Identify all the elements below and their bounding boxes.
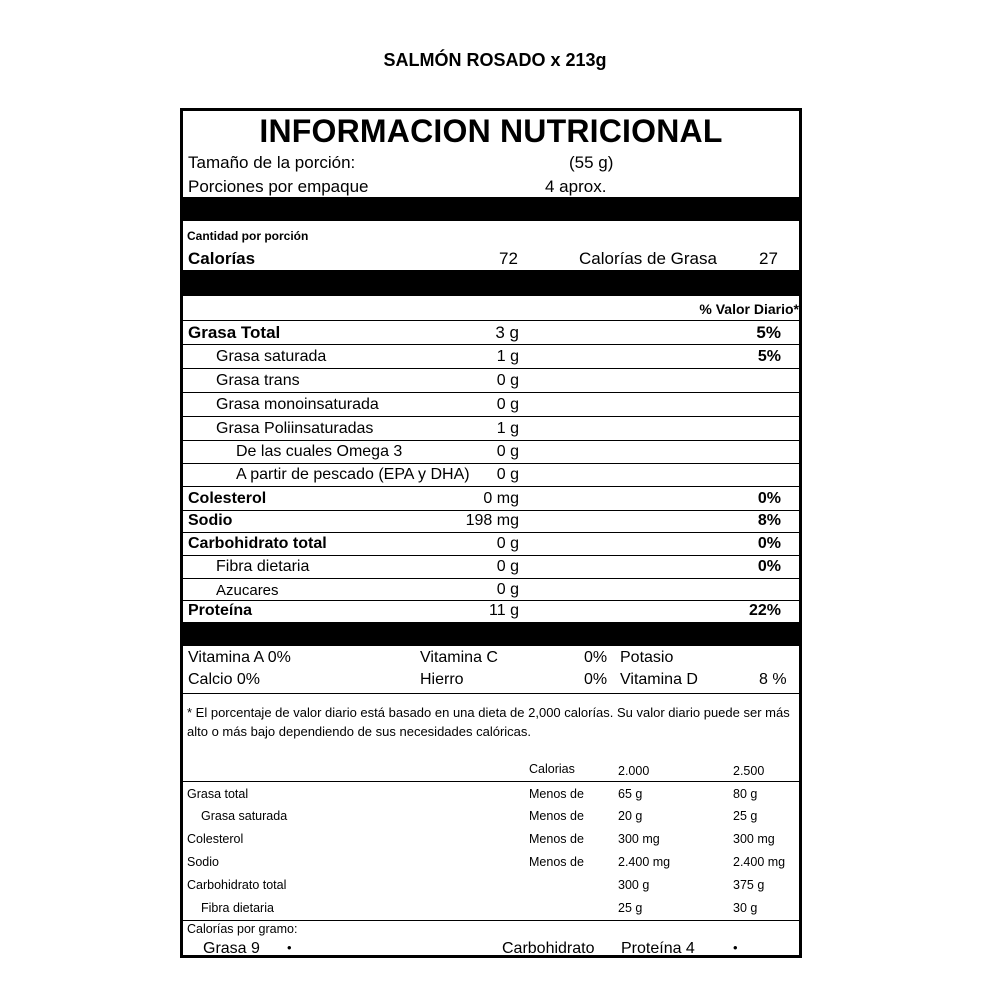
nutrient-daily-value: 8% bbox=[757, 512, 781, 529]
nutrient-amount: 3 g bbox=[495, 323, 519, 342]
nutrient-row bbox=[183, 463, 799, 487]
nutrient-amount: 0 g bbox=[496, 581, 519, 598]
footnote-text: * El porcentaje de valor diario está basado en una dieta de 2,000 calorías. Su valor diario puede ser más bbox=[187, 705, 790, 720]
nutrient-daily-value: 5% bbox=[756, 323, 781, 342]
reference-value-2500: 300 mg bbox=[733, 832, 775, 846]
product-title: SALMÓN ROSADO x 213g bbox=[383, 50, 607, 70]
nutrient-label: Azucares bbox=[216, 582, 279, 599]
reference-value-2500: 30 g bbox=[733, 901, 758, 915]
nutrition-facts-panel bbox=[180, 108, 802, 958]
nutrient-row bbox=[183, 344, 799, 369]
serving-size-value: (55 g) bbox=[569, 153, 614, 172]
nutrient-row bbox=[183, 600, 799, 622]
reference-value-2000: 300 mg bbox=[618, 832, 660, 846]
vitamin-c-label: Vitamina C bbox=[420, 649, 498, 666]
nutrient-label: Grasa saturada bbox=[216, 348, 327, 365]
calories-value: 72 bbox=[499, 249, 518, 268]
nutrient-label: De las cuales Omega 3 bbox=[236, 443, 403, 460]
nutrient-amount: 0 g bbox=[496, 372, 519, 389]
vitamins-row bbox=[183, 646, 799, 669]
nutrient-label: Carbohidrato total bbox=[188, 535, 327, 552]
nutrient-daily-value: 5% bbox=[757, 348, 781, 365]
nutrient-row bbox=[183, 486, 799, 511]
reference-label: Grasa total bbox=[187, 787, 249, 801]
reference-qualifier: Menos de bbox=[529, 855, 584, 869]
reference-header-2500: 2.500 bbox=[733, 764, 765, 778]
nutrient-amount: 0 g bbox=[496, 443, 519, 460]
reference-value-2500: 25 g bbox=[733, 809, 758, 823]
nutrient-daily-value: 0% bbox=[757, 490, 781, 507]
reference-label: Grasa saturada bbox=[201, 809, 288, 823]
vitamin-d-value: 8 % bbox=[759, 671, 787, 688]
reference-row bbox=[183, 876, 799, 898]
reference-header-label: Calorias bbox=[529, 762, 575, 776]
fat-per-gram: Grasa 9 bbox=[203, 940, 260, 957]
nutrient-amount: 198 mg bbox=[465, 512, 519, 529]
hierro-value: 0% bbox=[584, 671, 608, 688]
reference-header-row bbox=[183, 761, 799, 782]
thick-divider bbox=[183, 197, 799, 221]
potasio-label: Potasio bbox=[620, 649, 674, 666]
reference-value-2500: 375 g bbox=[733, 878, 765, 892]
calories-row bbox=[183, 248, 799, 271]
bullet: • bbox=[287, 940, 292, 955]
nutrient-label: Proteína bbox=[188, 602, 253, 619]
servings-per-container-label: Porciones por empaque bbox=[188, 177, 369, 196]
reference-row bbox=[183, 853, 799, 875]
reference-value-2000: 2.400 mg bbox=[618, 855, 671, 869]
reference-header-2000: 2.000 bbox=[618, 764, 650, 778]
reference-label: Colesterol bbox=[187, 832, 244, 846]
nutrient-row bbox=[183, 392, 799, 417]
amount-per-serving-row bbox=[183, 227, 799, 247]
reference-qualifier: Menos de bbox=[529, 787, 584, 801]
nutrient-row bbox=[183, 368, 799, 393]
reference-label: Carbohidrato total bbox=[187, 878, 287, 892]
nutrient-row bbox=[183, 320, 799, 345]
nutrient-label: Grasa Poliinsaturadas bbox=[216, 420, 374, 437]
footnote-line bbox=[183, 724, 799, 744]
daily-value-header: % Valor Diario* bbox=[699, 301, 799, 317]
vitamin-a: Vitamina A 0% bbox=[188, 649, 291, 666]
nutrient-row bbox=[183, 416, 799, 441]
nutrient-label: Grasa monoinsaturada bbox=[216, 396, 379, 413]
minerals-row bbox=[183, 669, 799, 694]
bullet: • bbox=[733, 940, 738, 955]
nutrient-daily-value: 0% bbox=[757, 535, 781, 552]
reference-value-2000: 25 g bbox=[618, 901, 643, 915]
vitamin-c-value: 0% bbox=[584, 649, 608, 666]
nutrient-amount: 0 g bbox=[496, 558, 519, 575]
nutrient-row bbox=[183, 578, 799, 601]
calories-per-gram-label: Calorías por gramo: bbox=[187, 922, 298, 936]
nutrient-row bbox=[183, 555, 799, 579]
protein-per-gram: Proteína 4 bbox=[621, 940, 695, 957]
nutrient-daily-value: 22% bbox=[748, 602, 781, 619]
reference-value-2000: 65 g bbox=[618, 787, 643, 801]
reference-row bbox=[183, 807, 799, 829]
calories-per-gram-row bbox=[183, 921, 799, 939]
reference-label: Sodio bbox=[187, 855, 219, 869]
vitamin-d-label: Vitamina D bbox=[620, 671, 698, 688]
reference-row bbox=[183, 785, 799, 807]
nutrient-daily-value: 0% bbox=[757, 558, 781, 575]
reference-value-2500: 2.400 mg bbox=[733, 855, 786, 869]
footnote-line bbox=[183, 705, 799, 725]
nutrient-row bbox=[183, 440, 799, 464]
reference-value-2500: 80 g bbox=[733, 787, 758, 801]
daily-value-header-row bbox=[183, 296, 799, 321]
calories-from-fat-value: 27 bbox=[759, 249, 778, 268]
reference-row bbox=[183, 899, 799, 921]
nutrient-amount: 0 g bbox=[496, 535, 519, 552]
reference-label: Fibra dietaria bbox=[201, 901, 274, 915]
panel-title: INFORMACION NUTRICIONAL bbox=[259, 113, 723, 149]
servings-per-container-value: 4 aprox. bbox=[545, 177, 607, 196]
carb-per-gram: Carbohidrato bbox=[502, 940, 595, 957]
thick-divider bbox=[183, 622, 799, 646]
nutrient-label: Colesterol bbox=[188, 490, 267, 507]
nutrient-label: Grasa trans bbox=[216, 372, 300, 389]
nutrient-row bbox=[183, 532, 799, 556]
calories-per-gram-values bbox=[183, 939, 799, 959]
nutrient-amount: 0 mg bbox=[483, 490, 519, 507]
calories-label: Calorías bbox=[188, 249, 256, 268]
serving-size-row bbox=[183, 151, 799, 175]
servings-per-container-row bbox=[183, 175, 799, 199]
nutrient-label: Sodio bbox=[188, 512, 233, 529]
nutrient-label: Grasa Total bbox=[188, 323, 281, 342]
reference-row bbox=[183, 830, 799, 852]
amount-per-serving-label: Cantidad por porción bbox=[187, 229, 309, 243]
nutrient-label: A partir de pescado (EPA y DHA) bbox=[236, 466, 470, 483]
footnote-text: alto o más bajo dependiendo de sus necesidades calóricas. bbox=[187, 724, 532, 739]
reference-qualifier: Menos de bbox=[529, 832, 584, 846]
thick-divider bbox=[183, 270, 799, 296]
nutrient-amount: 1 g bbox=[496, 348, 519, 365]
reference-value-2000: 300 g bbox=[618, 878, 650, 892]
nutrient-amount: 0 g bbox=[496, 466, 519, 483]
nutrient-row bbox=[183, 510, 799, 533]
nutrient-amount: 11 g bbox=[489, 602, 519, 619]
reference-qualifier: Menos de bbox=[529, 809, 584, 823]
hierro-label: Hierro bbox=[420, 671, 464, 688]
nutrient-amount: 0 g bbox=[496, 396, 519, 413]
calcio: Calcio 0% bbox=[188, 671, 261, 688]
nutrient-label: Fibra dietaria bbox=[216, 558, 310, 575]
calories-from-fat-label: Calorías de Grasa bbox=[579, 249, 717, 268]
serving-size-label: Tamaño de la porción: bbox=[188, 153, 356, 172]
reference-value-2000: 20 g bbox=[618, 809, 643, 823]
nutrient-amount: 1 g bbox=[496, 420, 519, 437]
